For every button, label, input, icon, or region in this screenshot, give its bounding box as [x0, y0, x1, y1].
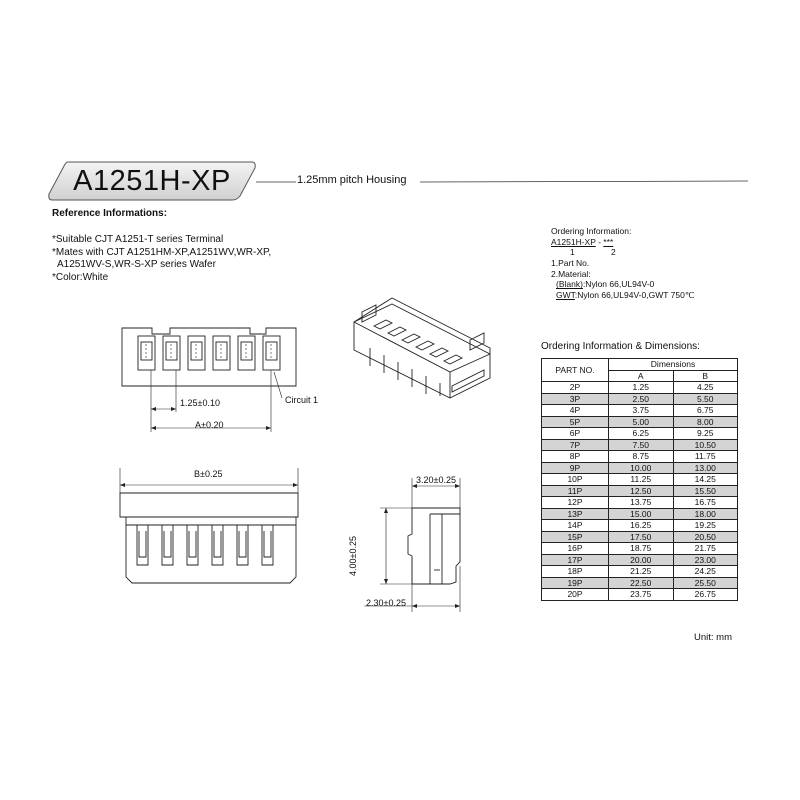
reference-line: A1251WV-S,WR-S-XP series Wafer — [57, 259, 216, 270]
pitch-dimension: 1.25±0.10 — [180, 398, 220, 408]
ordering-markers — [551, 247, 694, 258]
material-gwt-key: GWT — [556, 289, 575, 300]
table-row — [542, 485, 738, 497]
table-cell-b: 8.00 — [673, 416, 738, 428]
table-cell-a: 15.00 — [609, 508, 674, 520]
table-row — [542, 451, 738, 463]
ordering-code — [551, 237, 694, 248]
ordering-material: 2.Material: — [551, 268, 591, 279]
table-cell-part: 11P — [542, 485, 609, 497]
table-cell-b: 25.50 — [673, 577, 738, 589]
table-cell-part: 17P — [542, 554, 609, 566]
table-row — [542, 554, 738, 566]
table-cell-a: 20.00 — [609, 554, 674, 566]
table-cell-a: 11.25 — [609, 474, 674, 486]
dimensions-table — [541, 358, 738, 601]
table-cell-part: 18P — [542, 566, 609, 578]
table-cell-part: 9P — [542, 462, 609, 474]
table-cell-b: 10.50 — [673, 439, 738, 451]
col-part-no: PART NO. — [542, 359, 609, 382]
table-cell-b: 19.25 — [673, 520, 738, 532]
reference-list — [52, 234, 271, 284]
ordering-info — [551, 226, 694, 301]
table-cell-a: 1.25 — [609, 382, 674, 394]
isometric-view — [340, 290, 510, 410]
table-cell-part: 13P — [542, 508, 609, 520]
col-dimensions: Dimensions — [609, 359, 738, 371]
table-cell-a: 12.50 — [609, 485, 674, 497]
table-cell-b: 24.25 — [673, 566, 738, 578]
circuit-1-label: Circuit 1 — [285, 395, 319, 405]
marker-1: 1 — [570, 247, 575, 258]
table-cell-b: 9.25 — [673, 428, 738, 440]
col-a: A — [609, 370, 674, 382]
table-title: Ordering Information & Dimensions: — [541, 341, 700, 352]
reference-heading: Reference Informations: — [52, 208, 168, 219]
table-row — [542, 566, 738, 578]
table-row — [542, 474, 738, 486]
table-cell-b: 4.25 — [673, 382, 738, 394]
table-cell-b: 16.75 — [673, 497, 738, 509]
height-dimension: 4.00±0.25 — [348, 536, 358, 576]
table-cell-a: 8.75 — [609, 451, 674, 463]
table-cell-a: 3.75 — [609, 405, 674, 417]
table-cell-part: 19P — [542, 577, 609, 589]
table-cell-b: 23.00 — [673, 554, 738, 566]
table-cell-part: 16P — [542, 543, 609, 555]
table-row — [542, 577, 738, 589]
table-row — [542, 428, 738, 440]
material-blank-value: :Nylon 66,UL94V-0 — [582, 279, 655, 290]
table-cell-b: 6.75 — [673, 405, 738, 417]
table-cell-part: 15P — [542, 531, 609, 543]
table-cell-part: 10P — [542, 474, 609, 486]
subtitle: 1.25mm pitch Housing — [297, 174, 407, 186]
top-view-outline — [122, 328, 296, 386]
table-row — [542, 416, 738, 428]
material-blank-key: (Blank) — [556, 279, 583, 290]
depth-dimension: 2.30±0.25 — [366, 598, 406, 608]
table-row — [542, 382, 738, 394]
table-row — [542, 393, 738, 405]
table-cell-part: 14P — [542, 520, 609, 532]
table-cell-a: 17.50 — [609, 531, 674, 543]
top-view-cavities — [138, 336, 280, 370]
table-cell-b: 15.50 — [673, 485, 738, 497]
table-cell-a: 21.25 — [609, 566, 674, 578]
material-gwt — [551, 290, 694, 301]
table-row — [542, 520, 738, 532]
table-cell-b: 26.75 — [673, 589, 738, 601]
table-cell-a: 7.50 — [609, 439, 674, 451]
table-cell-part: 6P — [542, 428, 609, 440]
ordering-code-main: A1251H-XP — [551, 236, 596, 247]
table-cell-part: 5P — [542, 416, 609, 428]
table-cell-a: 16.25 — [609, 520, 674, 532]
a-dimension: A±0.20 — [195, 420, 224, 430]
table-row — [542, 531, 738, 543]
table-row — [542, 589, 738, 601]
table-cell-b: 20.50 — [673, 531, 738, 543]
reference-line: *Mates with CJT A1251HM-XP,A1251WV,WR-XP, — [52, 246, 272, 258]
table-row — [542, 497, 738, 509]
table-cell-part: 3P — [542, 393, 609, 405]
table-cell-a: 2.50 — [609, 393, 674, 405]
reference-line: *Suitable CJT A1251-T series Terminal — [52, 234, 224, 245]
side-view-outline — [408, 508, 460, 584]
part-title: A1251H-XP — [73, 165, 231, 197]
table-row — [542, 508, 738, 520]
material-blank — [551, 279, 694, 290]
table-cell-part: 8P — [542, 451, 609, 463]
ordering-code-suffix: *** — [603, 236, 614, 247]
b-dimension: B±0.25 — [194, 469, 223, 479]
table-cell-a: 18.75 — [609, 543, 674, 555]
table-cell-part: 4P — [542, 405, 609, 417]
table-cell-a: 10.00 — [609, 462, 674, 474]
table-cell-b: 21.75 — [673, 543, 738, 555]
reference-line: *Color:White — [52, 271, 109, 283]
front-view-slots — [137, 525, 273, 565]
front-view-drawing — [110, 465, 310, 595]
table-cell-part: 2P — [542, 382, 609, 394]
table-cell-a: 6.25 — [609, 428, 674, 440]
table-cell-b: 14.25 — [673, 474, 738, 486]
table-cell-b: 5.50 — [673, 393, 738, 405]
table-cell-a: 23.75 — [609, 589, 674, 601]
table-row — [542, 405, 738, 417]
ordering-heading: Ordering Information: — [551, 226, 632, 236]
table-cell-a: 22.50 — [609, 577, 674, 589]
table-cell-part: 20P — [542, 589, 609, 601]
material-gwt-value: :Nylon 66,UL94V-0,GWT 750℃ — [574, 289, 695, 300]
table-cell-b: 11.75 — [673, 451, 738, 463]
table-cell-part: 7P — [542, 439, 609, 451]
col-b: B — [673, 370, 738, 382]
table-body — [542, 382, 738, 601]
table-row — [542, 439, 738, 451]
ordering-code-dash: - — [595, 236, 604, 247]
table-cell-b: 18.00 — [673, 508, 738, 520]
marker-2: 2 — [611, 247, 616, 258]
width-dimension: 3.20±0.25 — [416, 475, 456, 485]
table-cell-a: 13.75 — [609, 497, 674, 509]
unit-label: Unit: mm — [694, 632, 732, 643]
ordering-part-no: 1.Part No. — [551, 258, 590, 269]
table-cell-part: 12P — [542, 497, 609, 509]
table-cell-b: 13.00 — [673, 462, 738, 474]
table-cell-a: 5.00 — [609, 416, 674, 428]
table-row — [542, 543, 738, 555]
table-row — [542, 462, 738, 474]
